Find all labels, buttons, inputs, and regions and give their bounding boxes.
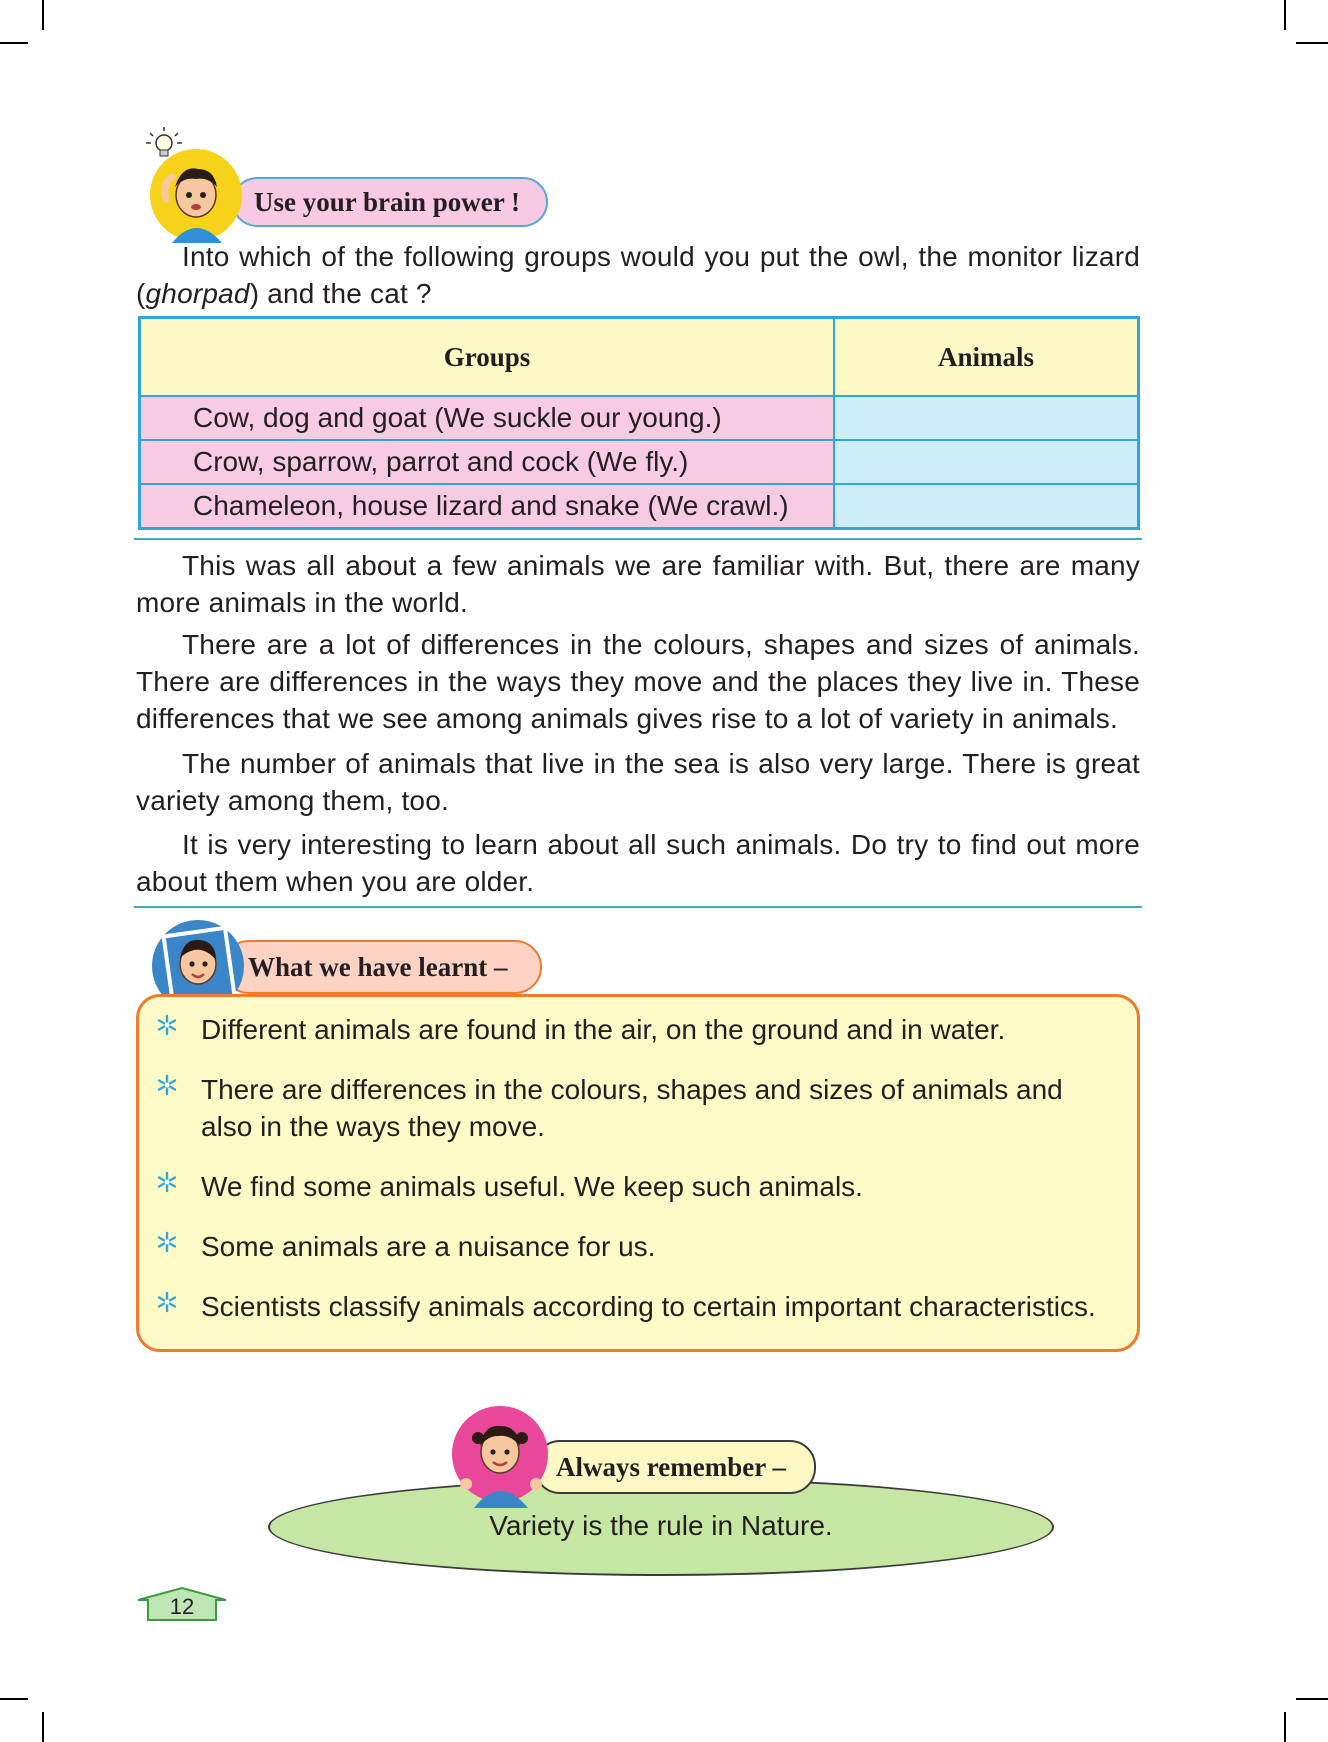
group-cell: Crow, sparrow, parrot and cock (We fly.) [140, 440, 835, 484]
learnt-list [139, 1011, 1137, 1348]
list-item [139, 1168, 1137, 1205]
section-divider [134, 906, 1142, 908]
list-item [139, 1288, 1137, 1325]
page-number: 12 [169, 1594, 195, 1619]
learnt-item-text: We find some animals useful. We keep such animals. [201, 1171, 863, 1202]
asterisk-bullet-icon [155, 1230, 179, 1254]
remember-text: Variety is the rule in Nature. [489, 1510, 833, 1541]
crop-mark [1284, 0, 1286, 30]
group-cell: Chameleon, house lizard and snake (We crawl.) [140, 484, 835, 529]
question-text-lead: Into which of the following groups would you put the owl, the monitor lizard ( [136, 241, 1140, 309]
crop-mark [1296, 42, 1328, 44]
asterisk-bullet-icon [155, 1073, 179, 1097]
learnt-heading: What we have learnt – [222, 940, 542, 994]
groups-table [138, 316, 1140, 530]
girl-pointing-icon [448, 1404, 552, 1508]
list-item [139, 1228, 1137, 1265]
learnt-item-text: There are differences in the colours, shapes and sizes of animals and also in the ways they move. [201, 1074, 1063, 1142]
brain-power-heading: Use your brain power ! [232, 177, 548, 227]
section-divider [134, 538, 1142, 540]
brain-power-header [140, 125, 570, 235]
animals-answer-cell[interactable] [834, 396, 1139, 440]
crop-mark [1296, 1698, 1328, 1700]
question-text-italic: ghorpad [145, 278, 250, 309]
body-paragraph [136, 745, 1140, 819]
table-row [140, 396, 1139, 440]
asterisk-bullet-icon [155, 1013, 179, 1037]
paragraph-text: It is very interesting to learn about all such animals. Do try to find out more about them when you are older. [136, 829, 1140, 897]
crop-mark [1284, 1712, 1286, 1742]
body-paragraph [136, 547, 1140, 621]
animals-answer-cell[interactable] [834, 440, 1139, 484]
asterisk-bullet-icon [155, 1290, 179, 1314]
crop-mark [0, 1698, 28, 1700]
paragraph-text: The number of animals that live in the sea is also very large. There is great variety among them, too. [136, 748, 1140, 816]
thinking-boy-icon [148, 147, 244, 243]
learnt-item-text: Different animals are found in the air, on the ground and in water. [201, 1014, 1006, 1045]
body-paragraph [136, 626, 1140, 737]
learnt-item-text: Scientists classify animals according to certain important characteristics. [201, 1291, 1096, 1322]
asterisk-bullet-icon [155, 1170, 179, 1194]
table-row [140, 484, 1139, 529]
learnt-box [136, 994, 1140, 1352]
table-row [140, 440, 1139, 484]
group-cell: Cow, dog and goat (We suckle our young.) [140, 396, 835, 440]
paragraph-text: This was all about a few animals we are familiar with. But, there are many more animals in the world. [136, 550, 1140, 618]
page-number-badge [136, 1586, 228, 1622]
groups-column-header: Groups [140, 318, 835, 397]
question-text-tail: ) and the cat ? [249, 278, 432, 309]
body-paragraph [136, 826, 1140, 900]
animals-answer-cell[interactable] [834, 484, 1139, 529]
list-item [139, 1011, 1137, 1048]
table-header-row [140, 318, 1139, 397]
crop-mark [0, 42, 28, 44]
crop-mark [42, 1712, 44, 1742]
list-item [139, 1071, 1137, 1145]
brain-power-question [136, 238, 1140, 312]
learnt-item-text: Some animals are a nuisance for us. [201, 1231, 656, 1262]
animals-column-header: Animals [834, 318, 1139, 397]
paragraph-text: There are a lot of differences in the colours, shapes and sizes of animals. There are differences in the ways they move and the places they live in. These differences that we see among animals gives rise to a lot of variety in animals. [136, 629, 1140, 734]
crop-mark [42, 0, 44, 30]
remember-heading: Always remember – [534, 1440, 816, 1494]
